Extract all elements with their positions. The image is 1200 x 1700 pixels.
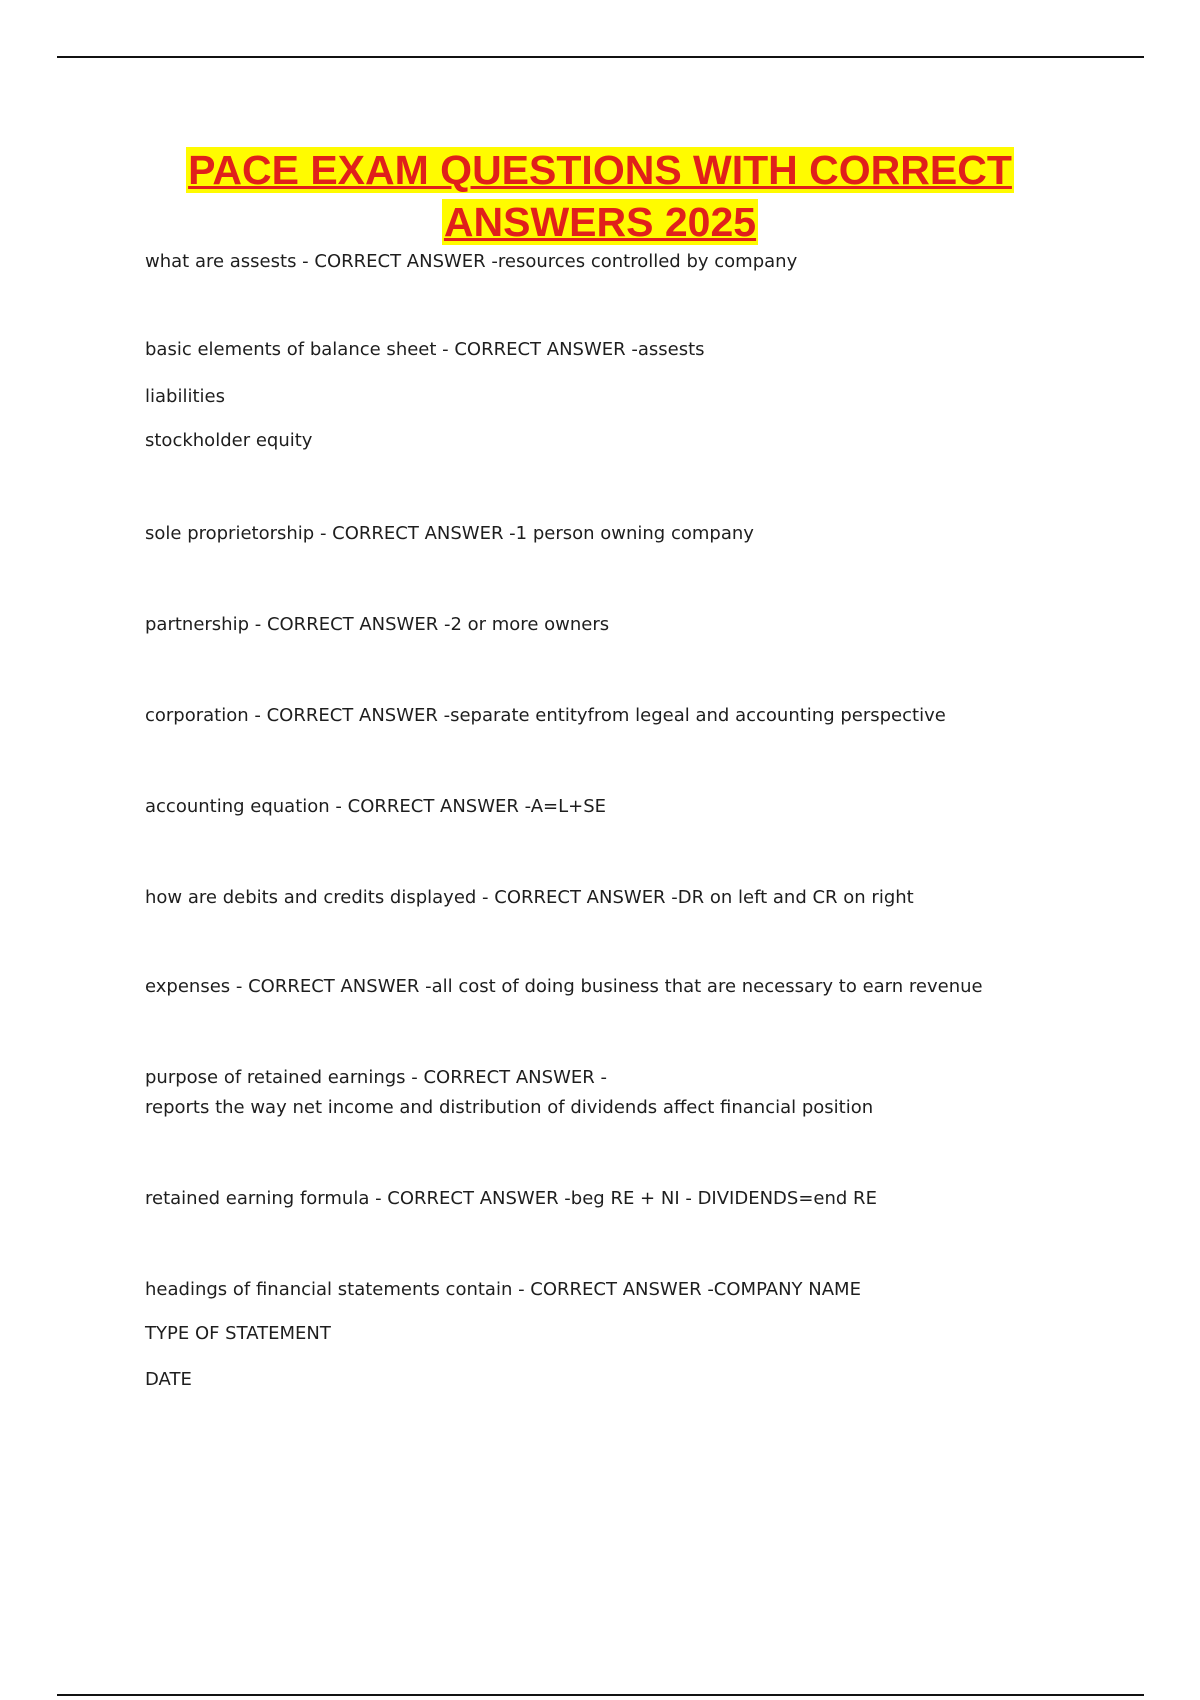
qa-line: retained earning formula - CORRECT ANSWER -beg RE + NI - DIVIDENDS=end RE xyxy=(145,1188,877,1209)
title-line-1: PACE EXAM QUESTIONS WITH CORRECT xyxy=(188,147,1012,193)
qa-line: what are assests - CORRECT ANSWER -resources controlled by company xyxy=(145,251,798,272)
top-rule xyxy=(57,56,1144,58)
qa-line: TYPE OF STATEMENT xyxy=(145,1323,331,1344)
qa-line: accounting equation - CORRECT ANSWER -A=L+SE xyxy=(145,796,607,817)
page-title xyxy=(100,144,1100,248)
title-line-2: ANSWERS 2025 xyxy=(443,199,757,245)
qa-line: headings of financial statements contain - CORRECT ANSWER -COMPANY NAME xyxy=(145,1279,861,1300)
qa-line: how are debits and credits displayed - CORRECT ANSWER -DR on left and CR on right xyxy=(145,887,914,908)
qa-line: sole proprietorship - CORRECT ANSWER -1 person owning company xyxy=(145,523,754,544)
qa-line: DATE xyxy=(145,1369,192,1390)
qa-line: purpose of retained earnings - CORRECT ANSWER - xyxy=(145,1067,607,1088)
qa-line: basic elements of balance sheet - CORRECT ANSWER -assests xyxy=(145,339,705,360)
qa-line: reports the way net income and distribution of dividends affect financial position xyxy=(145,1097,874,1118)
qa-line: liabilities xyxy=(145,386,225,407)
qa-line: corporation - CORRECT ANSWER -separate entityfrom legeal and accounting perspective xyxy=(145,705,946,726)
qa-line: expenses - CORRECT ANSWER -all cost of doing business that are necessary to earn revenue xyxy=(145,976,983,997)
qa-line: partnership - CORRECT ANSWER -2 or more owners xyxy=(145,614,610,635)
qa-line: stockholder equity xyxy=(145,430,313,451)
bottom-rule xyxy=(57,1694,1144,1696)
